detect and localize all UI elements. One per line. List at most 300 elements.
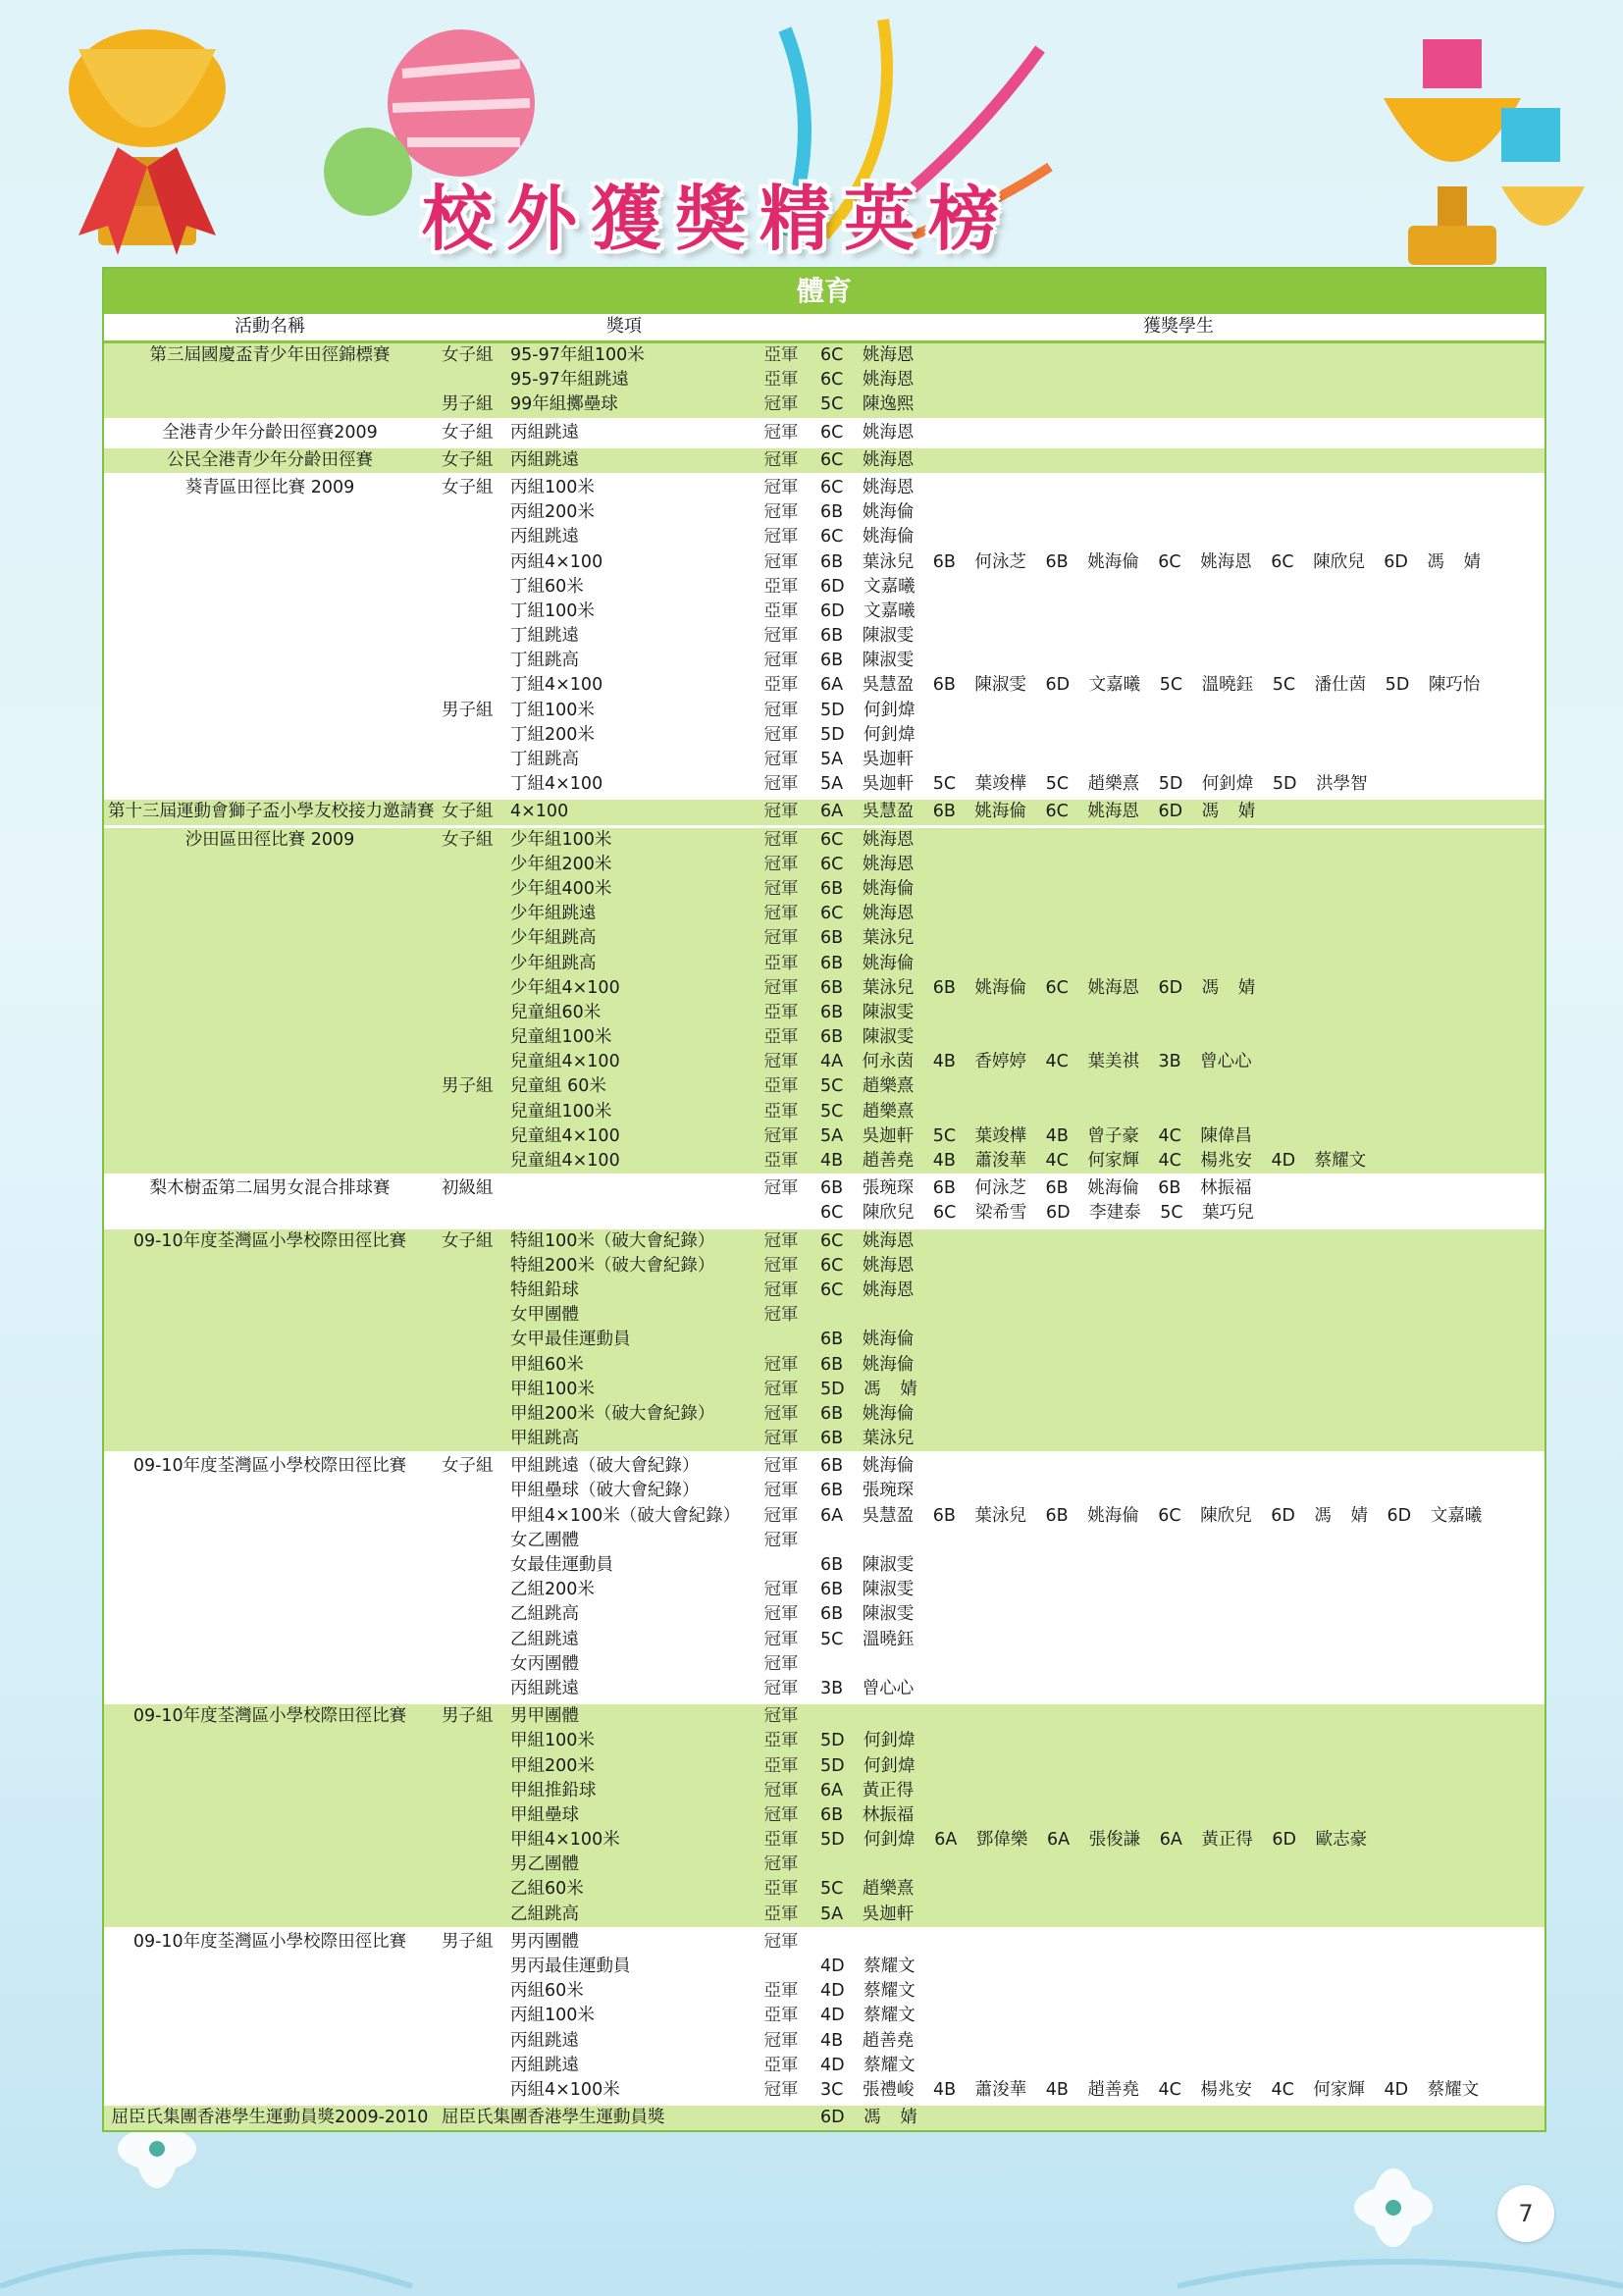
award-item-cell: 乙組跳遠 [510,1629,579,1649]
group-cell [436,550,506,575]
result-cell: 亞軍 [750,1903,812,1929]
group-cell: 男子組 [436,392,506,419]
group-cell [436,1124,506,1149]
table-row [104,1201,1544,1227]
students-cell: 4A 何永茵 4B 香婷婷 4C 葉美祺 3B 曾心心 [812,1050,1544,1074]
group-cell: 男子組 [436,1703,506,1730]
students-cell: 6C 姚海恩 [812,853,1544,877]
group-cell [436,1779,506,1803]
award-item-cell: 少年組200米 [506,853,750,877]
students-cell: 6C 姚海恩 [812,1278,1544,1303]
result-cell: 冠軍 [763,2079,799,2100]
table-row [104,1729,1544,1753]
table-row [104,1754,1544,1779]
students-cell: 4D 蔡耀文 [820,1981,916,2002]
students-cell: 6B 陳淑雯 [820,651,915,671]
table-row [104,1278,1544,1303]
event-name-cell [104,1754,436,1779]
group-cell [436,2004,506,2028]
result-cell: 冠軍 [763,1653,799,1674]
students-cell: 5D 何釗煒 6A 鄧偉樂 6A 張俊謙 6A 黃正得 6D 歐志豪 [812,1828,1544,1852]
students-cell: 6B 陳淑雯 [820,626,915,647]
group-cell [436,1504,506,1529]
result-cell: 亞軍 [763,675,799,696]
table-row [104,902,1544,926]
award-item-cell: 兒童組100米 [506,1100,750,1124]
students-cell: 6B 張琬琛 6B 何泳芝 6B 姚海倫 6B 林振福 [812,1175,1544,1202]
group-cell [436,1677,506,1703]
table-row [104,2004,1544,2028]
result-cell [750,1553,812,1578]
result-cell: 冠軍 [750,1353,812,1378]
event-name-cell [104,1529,436,1553]
page-title: 校外獲獎精英榜 [422,177,1014,260]
group-cell [436,952,506,976]
group-cell [436,1553,506,1578]
result-cell: 冠軍 [750,1303,812,1328]
students-cell: 5C 陳逸熙 [812,392,1544,419]
award-item-cell: 甲組跳高 [506,1427,750,1453]
award-item-cell: 丁組跳高 [510,651,579,671]
result-cell: 冠軍 [763,651,799,671]
table-row [104,2078,1544,2105]
table-row [104,649,1544,673]
section-header-sports: 體育 [104,269,1544,314]
award-item-cell [506,1175,750,1202]
event-name-cell [104,1479,436,1503]
table-row [104,1328,1544,1352]
award-item-cell: 丁組4×100 [510,774,603,795]
award-item-cell: 丙組跳遠 [510,527,579,548]
event-name-cell [104,1025,436,1050]
event-name-cell [104,649,436,673]
award-item-cell: 丁組60米 [510,576,584,597]
group-cell [436,600,506,624]
students-cell: 5C 趙樂熹 [812,1877,1544,1902]
award-item-cell: 少年組4×100 [506,976,750,1001]
students-cell: 4B 趙善堯 4B 蕭浚華 4C 何家輝 4C 楊兆安 4D 蔡耀文 [812,1149,1544,1175]
result-cell: 冠軍 [763,1629,799,1649]
award-item-cell: 甲組200米 [506,1754,750,1779]
event-name-cell [104,1353,436,1378]
result-cell [750,1955,812,1979]
award-item-cell: 甲組推鉛球 [506,1779,750,1803]
table-row [104,1652,1544,1677]
table-row [104,772,1544,799]
page-number: 7 [1497,2185,1554,2242]
students-cell: 4D 蔡耀文 [820,1957,916,1976]
table-row [104,1149,1544,1175]
table-row [104,474,1544,500]
students-cell: 6C 陳欣兒 6C 梁希雪 6D 李建泰 5C 葉巧兒 [820,1203,1254,1224]
result-cell: 冠軍 [750,419,812,446]
table-row [104,2029,1544,2054]
students-cell: 6C 姚海恩 [812,368,1544,392]
result-cell: 冠軍 [763,527,799,548]
table-body [104,342,1544,2131]
column-header-event: 活動名稱 [104,314,436,342]
result-cell: 冠軍 [750,853,812,877]
group-cell: 女子組 [436,419,506,446]
result-cell: 冠軍 [763,1604,799,1625]
event-name-cell: 公民全港青少年分齡田徑賽 [104,446,436,474]
group-cell [436,649,506,673]
result-cell: 亞軍 [750,1754,812,1779]
event-name-cell [104,1254,436,1278]
result-cell: 冠軍 [763,502,799,523]
group-cell [436,575,506,600]
table-row [104,699,1544,723]
event-name-cell [104,748,436,772]
students-cell: 4D 蔡耀文 [820,2006,916,2026]
event-name-cell [104,673,436,698]
table-row [104,976,1544,1001]
result-cell: 亞軍 [750,342,812,369]
group-cell [436,368,506,392]
result-cell: 亞軍 [763,600,799,621]
event-name-cell [104,1553,436,1578]
table-row [104,2105,1544,2131]
group-cell [436,1050,506,1074]
award-item-cell: 男丙團體 [506,1928,750,1955]
table-row [104,1828,1544,1852]
table-row [104,368,1544,392]
award-item-cell: 甲組4×100米 [506,1828,750,1852]
column-header-students: 獲獎學生 [812,314,1544,342]
event-name-cell [104,1979,436,2004]
result-cell: 冠軍 [763,1530,799,1550]
event-name-cell [104,392,436,419]
group-cell [436,902,506,926]
group-cell [436,673,506,698]
students-cell: 6C 姚海恩 [812,902,1544,926]
table-row [104,1353,1544,1378]
trophy-decoration-left [39,10,255,285]
award-item-cell: 特組鉛球 [506,1278,750,1303]
event-name-cell [104,1828,436,1852]
result-cell: 冠軍 [750,877,812,902]
group-cell [436,1427,506,1453]
award-item-cell: 丙組4×100米 [510,2079,620,2100]
group-cell [436,1149,506,1175]
event-name-cell [104,2029,436,2054]
award-item-cell: 丙組跳遠 [510,1678,579,1698]
students-cell: 5A 吳迦軒 [820,750,915,769]
group-cell [436,1955,506,1979]
table-row [104,877,1544,902]
result-cell: 亞軍 [750,1729,812,1753]
group-cell [436,1402,506,1427]
table-row [104,1578,1544,1602]
event-name-cell: 09-10年度荃灣區小學校際田徑比賽 [104,1703,436,1730]
students-cell: 6B 陳淑雯 [820,1555,915,1575]
award-item-cell: 丁組200米 [510,724,595,745]
group-cell [436,1652,506,1677]
result-cell: 冠軍 [763,700,799,720]
group-cell [436,1025,506,1050]
students-cell: 6A 黃正得 [812,1779,1544,1803]
group-cell [436,926,506,951]
result-cell: 亞軍 [750,1025,812,1050]
award-item-cell: 乙組60米 [506,1877,750,1902]
group-cell [436,1201,506,1227]
award-item-cell: 男丙最佳運動員 [510,1957,631,1976]
event-name-cell: 09-10年度荃灣區小學校際田徑比賽 [104,1928,436,1955]
event-name-cell [104,1779,436,1803]
group-cell [436,2054,506,2078]
table-row [104,1553,1544,1578]
award-item-cell: 少年組100米 [506,826,750,853]
event-name-cell: 09-10年度荃灣區小學校際田徑比賽 [104,1227,436,1254]
group-cell [436,525,506,549]
table-row [104,500,1544,525]
students-cell: 5C 溫曉鈺 [820,1629,915,1649]
result-cell: 亞軍 [750,1828,812,1852]
award-item-cell: 甲組200米（破大會紀錄） [506,1402,750,1427]
award-item-cell: 女甲最佳運動員 [506,1328,750,1352]
award-item-cell: 丁組4×100 [510,675,603,696]
result-cell: 冠軍 [763,774,799,795]
students-cell: 5A 吳迦軒 5C 葉竣樺 5C 趙樂熹 5D 何釗煒 5D 洪學智 [820,774,1368,795]
group-cell [436,1578,506,1602]
trophy-decoration-right [1354,20,1590,285]
result-cell: 冠軍 [763,626,799,647]
award-item-cell: 丙組200米 [510,502,595,523]
award-item-cell: 女乙團體 [510,1530,579,1550]
award-item-cell: 甲組60米 [506,1353,750,1378]
award-item-cell: 丙組100米 [510,2006,595,2026]
group-cell: 屈臣氏集團香港學生運動員獎 [436,2105,812,2131]
group-cell: 女子組 [436,474,506,500]
award-item-cell: 95-97年組100米 [506,342,750,369]
students-cell: 6B 姚海倫 [812,952,1544,976]
students-cell: 4B 趙善堯 [820,2030,915,2051]
table-row [104,1427,1544,1453]
table-row [104,1628,1544,1652]
award-item-cell [506,1201,750,1227]
result-cell [750,1201,812,1227]
award-item-cell: 乙組跳高 [510,1604,579,1625]
event-name-cell [104,1328,436,1352]
column-header-award: 獎項 [436,314,812,342]
event-name-cell: 沙田區田徑比賽 2009 [104,826,436,853]
result-cell: 亞軍 [750,368,812,392]
event-name-cell [104,1504,436,1529]
students-cell: 4D 蔡耀文 [820,2055,916,2075]
award-item-cell: 特組200米（破大會紀錄） [506,1254,750,1278]
table-row [104,1001,1544,1025]
event-name-cell [104,624,436,649]
students-cell: 5D 何釗煒 [820,724,916,745]
result-cell: 冠軍 [750,1378,812,1402]
table-row [104,1453,1544,1480]
students-cell: 6C 姚海倫 [820,527,915,548]
students-cell: 6A 吳慧盈 6B 陳淑雯 6D 文嘉曦 5C 溫曉鈺 5C 潘仕茵 5D 陳巧怡 [820,675,1481,696]
students-cell: 6B 陳淑雯 [812,1001,1544,1025]
group-cell [436,2029,506,2054]
group-cell [436,772,506,799]
result-cell: 冠軍 [750,1278,812,1303]
table-row [104,1602,1544,1627]
students-cell: 5D 何釗煒 [820,700,916,720]
result-cell: 亞軍 [750,1001,812,1025]
awards-panel [102,267,1546,2132]
award-item-cell: 丙組60米 [510,1981,584,2002]
result-cell: 亞軍 [750,1074,812,1099]
table-row [104,853,1544,877]
students-cell: 6B 張琬琛 [820,1481,915,1501]
award-item-cell: 兒童組60米 [506,1001,750,1025]
result-cell: 冠軍 [763,724,799,745]
award-item-cell: 甲組100米 [506,1378,750,1402]
award-item-cell: 甲組壘球（破大會紀錄） [510,1481,700,1501]
group-cell [436,1001,506,1025]
table-row [104,1703,1544,1730]
students-cell: 3C 張禮峻 4B 蕭浚華 4B 趙善堯 4C 楊兆安 4C 何家輝 4D 蔡耀文 [820,2079,1480,2100]
event-name-cell [104,1677,436,1703]
group-cell: 男子組 [436,1074,506,1099]
group-cell [436,1828,506,1852]
result-cell: 冠軍 [750,1852,812,1877]
event-name-cell [104,1903,436,1929]
result-cell: 冠軍 [763,551,799,572]
award-item-cell: 4×100 [506,799,750,826]
result-cell: 冠軍 [750,1402,812,1427]
students-cell: 6B 姚海倫 [812,877,1544,902]
result-cell: 冠軍 [750,926,812,951]
event-name-cell [104,976,436,1001]
event-name-cell: 第十三屆運動會獅子盃小學友校接力邀請賽 [104,799,436,826]
students-cell: 6B 姚海倫 [812,1402,1544,1427]
event-name-cell [104,1149,436,1175]
students-cell: 6D 馮 婧 [812,2105,1544,2131]
table-row [104,2054,1544,2078]
award-item-cell: 95-97年組跳遠 [506,368,750,392]
award-item-cell: 甲組壘球 [506,1803,750,1828]
students-cell: 5A 吳迦軒 [812,1903,1544,1929]
award-item-cell: 乙組200米 [510,1580,595,1600]
table-row [104,575,1544,600]
group-cell [436,1254,506,1278]
result-cell: 冠軍 [750,1779,812,1803]
students-cell: 5D 何釗煒 [812,1729,1544,1753]
event-name-cell [104,1602,436,1627]
students-cell: 6C 姚海恩 [812,826,1544,853]
students-cell: 6B 林振福 [812,1803,1544,1828]
group-cell [436,877,506,902]
award-item-cell: 甲組4×100米（破大會紀錄） [510,1505,741,1526]
students-cell: 6B 姚海倫 [820,502,915,523]
group-cell [436,723,506,748]
award-item-cell: 男甲團體 [506,1703,750,1730]
group-cell [436,1529,506,1553]
event-name-cell [104,1074,436,1099]
result-cell: 冠軍 [763,1505,799,1526]
students-cell: 6C 姚海恩 [812,1254,1544,1278]
students-cell: 6B 陳淑雯 [812,1025,1544,1050]
event-name-cell [104,1402,436,1427]
award-item-cell: 丁組100米 [510,600,595,621]
event-name-cell [104,1803,436,1828]
students-cell: 6A 吳慧盈 6B 葉泳兒 6B 姚海倫 6C 陳欣兒 6D 馮 婧 6D 文嘉曦 [820,1505,1483,1526]
group-cell [436,1628,506,1652]
students-cell: 5C 趙樂熹 [812,1100,1544,1124]
group-cell [436,1877,506,1902]
group-cell [436,1100,506,1124]
event-name-cell [104,1729,436,1753]
result-cell: 亞軍 [750,1877,812,1902]
result-cell: 冠軍 [763,2030,799,2051]
students-cell: 6B 姚海倫 [812,1328,1544,1352]
table-row [104,446,1544,474]
group-cell [436,500,506,525]
table-row [104,1378,1544,1402]
group-cell: 女子組 [436,446,506,474]
group-cell [436,1378,506,1402]
students-cell: 5D 何釗煒 [812,1754,1544,1779]
event-name-cell [104,926,436,951]
event-name-cell [104,1578,436,1602]
table-row [104,1074,1544,1099]
students-cell [812,1529,1544,1553]
table-row [104,419,1544,446]
result-cell: 冠軍 [750,1254,812,1278]
award-item-cell: 丙組跳遠 [510,2030,579,2051]
group-cell: 男子組 [442,700,494,720]
event-name-cell [104,1852,436,1877]
award-item-cell: 甲組跳遠（破大會紀錄） [506,1453,750,1480]
table-row [104,1955,1544,1979]
result-cell: 冠軍 [750,446,812,474]
group-cell: 女子組 [436,1453,506,1480]
group-cell [436,748,506,772]
group-cell: 男子組 [436,1928,506,1955]
students-cell: 6D 文嘉曦 [820,600,916,621]
event-name-cell: 屈臣氏集團香港學生運動員獎2009-2010 [104,2105,436,2131]
result-cell: 亞軍 [763,576,799,597]
students-cell: 6B 葉泳兒 [812,1427,1544,1453]
event-name-cell: 第三屆國慶盃青少年田徑錦標賽 [104,342,436,369]
table-row [104,1402,1544,1427]
award-item-cell: 少年組400米 [506,877,750,902]
event-name-cell [104,2078,436,2105]
award-item-cell: 男乙團體 [506,1852,750,1877]
event-name-cell [104,1050,436,1074]
award-item-cell: 少年組跳遠 [506,902,750,926]
event-name-cell [104,2004,436,2028]
event-name-cell [104,1201,436,1227]
event-name-cell [104,1303,436,1328]
table-row [104,1124,1544,1149]
event-name-cell: 葵青區田徑比賽 2009 [104,474,436,500]
result-cell: 冠軍 [750,1227,812,1254]
event-name-cell [104,1124,436,1149]
table-row [104,1175,1544,1202]
event-name-cell: 09-10年度荃灣區小學校際田徑比賽 [104,1453,436,1480]
table-row [104,525,1544,549]
group-cell [436,1903,506,1929]
students-cell: 6B 葉泳兒 [812,926,1544,951]
result-cell: 亞軍 [750,952,812,976]
table-row [104,1254,1544,1278]
students-cell: 6B 葉泳兒 6B 姚海倫 6C 姚海恩 6D 馮 婧 [812,976,1544,1001]
group-cell [436,1979,506,2004]
table-row [104,1529,1544,1553]
event-name-cell [104,1427,436,1453]
group-cell [436,1803,506,1828]
award-item-cell: 兒童組 60米 [506,1074,750,1099]
table-row [104,926,1544,951]
